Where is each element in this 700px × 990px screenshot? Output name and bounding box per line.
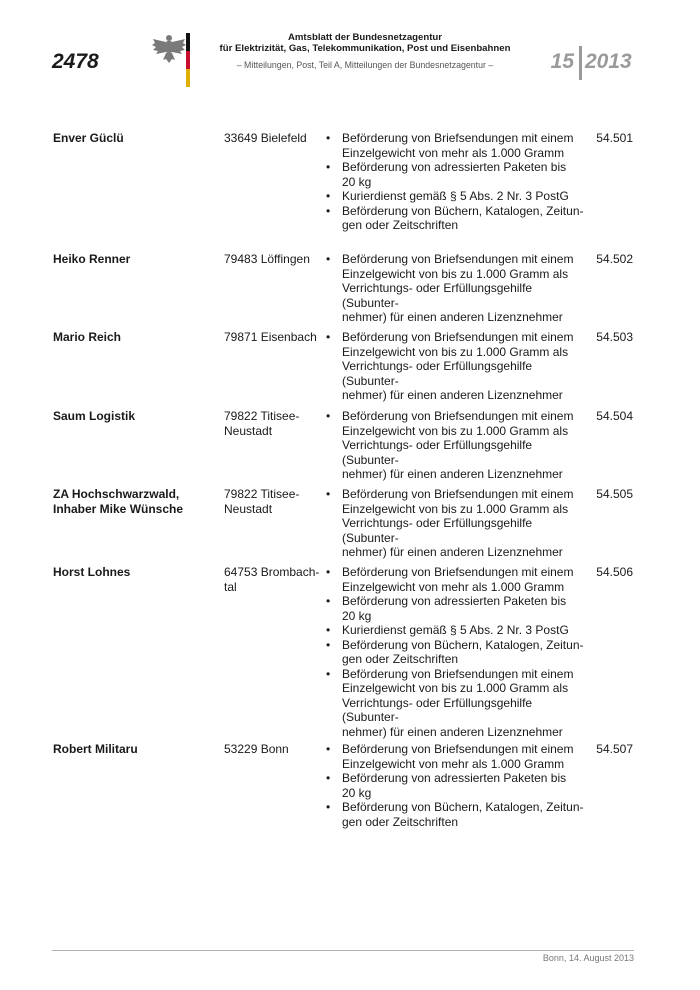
service-list xyxy=(325,487,587,560)
service-line: • Beförderung von Briefsendungen mit einem xyxy=(342,330,574,344)
service-line: Einzelgewicht von bis zu 1.000 Gramm als xyxy=(342,423,569,438)
service-line: Verrichtungs- oder Erfüllungsgehilfe (Subunter- xyxy=(342,438,533,467)
service-list xyxy=(325,409,587,482)
service-line: • Beförderung von Büchern, Katalogen, Zeitun- xyxy=(342,637,584,652)
service-item xyxy=(325,330,587,403)
flag-stripe-red xyxy=(186,51,190,69)
licensee-name-line: Saum Logistik xyxy=(53,409,136,423)
service-line: • Beförderung von Briefsendungen mit einem xyxy=(342,565,574,579)
service-item xyxy=(325,771,587,800)
page-number: 2478 xyxy=(52,50,99,73)
service-line: Verrichtungs- oder Erfüllungsgehilfe (Subunter- xyxy=(342,359,533,388)
licensee-name-line: ZA Hochschwarzwald, xyxy=(53,487,180,501)
service-item xyxy=(325,252,587,325)
license-number: 54.505 xyxy=(596,487,633,501)
journal-title-line2: für Elektrizität, Gas, Telekommunikation, Post und Eisenbahnen xyxy=(219,43,511,54)
license-number: 54.506 xyxy=(596,565,633,579)
service-line: nehmer) für einen anderen Lizenznehmer xyxy=(342,388,563,402)
service-line: gen oder Zeitschriften xyxy=(342,218,459,232)
licensee-name xyxy=(53,565,218,580)
service-line: Einzelgewicht von mehr als 1.000 Gramm xyxy=(342,756,565,771)
service-item xyxy=(325,742,587,771)
licensee-location xyxy=(224,131,322,146)
location-line: 33649 Bielefeld xyxy=(224,131,307,145)
licensee-name xyxy=(53,252,218,267)
service-line: Einzelgewicht von bis zu 1.000 Gramm als xyxy=(342,344,569,359)
flag-stripe-gold xyxy=(186,69,190,87)
service-line: 20 kg xyxy=(342,174,372,189)
service-line: Einzelgewicht von bis zu 1.000 Gramm als xyxy=(342,681,569,695)
service-line: • Beförderung von Büchern, Katalogen, Zeitun- xyxy=(342,800,584,814)
service-line: Verrichtungs- oder Erfüllungsgehilfe (Subunter- xyxy=(342,695,533,724)
service-item xyxy=(325,409,587,482)
service-line: 20 kg xyxy=(342,785,372,800)
licensee-name xyxy=(53,487,218,516)
journal-subtitle: – Mitteilungen, Post, Teil A, Mitteilungen der Bundesnetzagentur – xyxy=(236,60,494,70)
licensee-location xyxy=(224,742,322,757)
service-line: nehmer) für einen anderen Lizenznehmer xyxy=(342,724,563,739)
license-number: 54.507 xyxy=(596,742,633,756)
service-list xyxy=(325,131,587,233)
service-list xyxy=(325,330,587,403)
service-item xyxy=(325,623,587,638)
service-item xyxy=(325,638,587,667)
service-line: • Kurierdienst gemäß § 5 Abs. 2 Nr. 3 PostG xyxy=(342,189,569,203)
licensee-location xyxy=(224,409,322,438)
licensee-name xyxy=(53,330,218,345)
licensee-name-line: Horst Lohnes xyxy=(53,565,131,579)
license-number: 54.503 xyxy=(596,330,633,344)
service-item xyxy=(325,667,587,740)
service-line: Verrichtungs- oder Erfüllungsgehilfe (Subunter- xyxy=(342,281,533,310)
location-line: tal xyxy=(224,579,237,594)
flag-stripe-black xyxy=(186,33,190,51)
location-line: 79871 Eisenbach xyxy=(224,330,317,344)
location-line: 64753 Brombach- xyxy=(224,565,320,579)
footer-date: Bonn, 14. August 2013 xyxy=(542,953,634,963)
service-line: Einzelgewicht von mehr als 1.000 Gramm xyxy=(342,145,565,160)
service-line: • Beförderung von Büchern, Katalogen, Zeitun- xyxy=(342,203,584,218)
issue-number: 15 xyxy=(550,50,574,73)
licensee-name-line: Inhaber Mike Wünsche xyxy=(53,501,184,516)
licensee-name xyxy=(53,742,218,757)
service-line: gen oder Zeitschriften xyxy=(342,652,459,666)
service-line: • Beförderung von Briefsendungen mit einem xyxy=(342,131,574,145)
license-number: 54.501 xyxy=(596,131,633,145)
service-line: • Beförderung von Briefsendungen mit einem xyxy=(342,252,574,266)
service-line: • Kurierdienst gemäß § 5 Abs. 2 Nr. 3 PostG xyxy=(342,623,569,637)
service-line: Einzelgewicht von bis zu 1.000 Gramm als xyxy=(342,266,569,281)
service-line: • Beförderung von Briefsendungen mit einem xyxy=(342,487,574,501)
licensee-name-line: Enver Güclü xyxy=(53,131,124,145)
issue-year: 2013 xyxy=(585,50,632,73)
service-list xyxy=(325,742,587,829)
service-line: gen oder Zeitschriften xyxy=(342,814,459,829)
flag-bar xyxy=(186,33,190,87)
footer-divider xyxy=(52,950,634,951)
licensee-location xyxy=(224,487,322,516)
service-item xyxy=(325,204,587,233)
service-item xyxy=(325,160,587,189)
license-number: 54.502 xyxy=(596,252,633,266)
service-line: • Beförderung von adressierten Paketen bis xyxy=(342,594,567,608)
service-line: Einzelgewicht von mehr als 1.000 Gramm xyxy=(342,579,565,594)
service-line: • Beförderung von adressierten Paketen bis xyxy=(342,160,567,174)
service-line: nehmer) für einen anderen Lizenznehmer xyxy=(342,310,563,324)
service-line: Einzelgewicht von bis zu 1.000 Gramm als xyxy=(342,501,569,516)
licensee-location xyxy=(224,565,322,594)
location-line: Neustadt xyxy=(224,501,273,516)
service-line: • Beförderung von Briefsendungen mit einem xyxy=(342,666,574,681)
service-list xyxy=(325,565,587,739)
licensee-location xyxy=(224,330,322,345)
licensee-name xyxy=(53,131,218,146)
service-line: • Beförderung von Briefsendungen mit einem xyxy=(342,409,574,423)
service-line: • Beförderung von adressierten Paketen bis xyxy=(342,771,567,785)
service-item xyxy=(325,800,587,829)
service-line: Verrichtungs- oder Erfüllungsgehilfe (Subunter- xyxy=(342,516,533,545)
journal-title-line1: Amtsblatt der Bundesnetzagentur xyxy=(287,32,443,43)
federal-eagle-icon xyxy=(151,33,187,65)
service-item xyxy=(325,189,587,204)
location-line: 53229 Bonn xyxy=(224,742,289,756)
licensee-location xyxy=(224,252,322,267)
licensee-name xyxy=(53,409,218,424)
location-line: 79822 Titisee- xyxy=(224,487,300,501)
service-line: nehmer) für einen anderen Lizenznehmer xyxy=(342,467,563,481)
location-line: Neustadt xyxy=(224,423,273,438)
service-item xyxy=(325,487,587,560)
service-line: nehmer) für einen anderen Lizenznehmer xyxy=(342,545,563,559)
service-list xyxy=(325,252,587,325)
issue-separator xyxy=(579,46,582,80)
license-number: 54.504 xyxy=(596,409,633,423)
location-line: 79822 Titisee- xyxy=(224,409,300,423)
licensee-name-line: Mario Reich xyxy=(53,330,122,344)
licensee-name-line: Robert Militaru xyxy=(53,742,138,756)
service-item xyxy=(325,131,587,160)
service-item xyxy=(325,565,587,594)
service-line: • Beförderung von Briefsendungen mit einem xyxy=(342,742,574,756)
service-line: 20 kg xyxy=(342,608,372,623)
licensee-name-line: Heiko Renner xyxy=(53,252,131,266)
location-line: 79483 Löffingen xyxy=(224,252,310,266)
service-item xyxy=(325,594,587,623)
